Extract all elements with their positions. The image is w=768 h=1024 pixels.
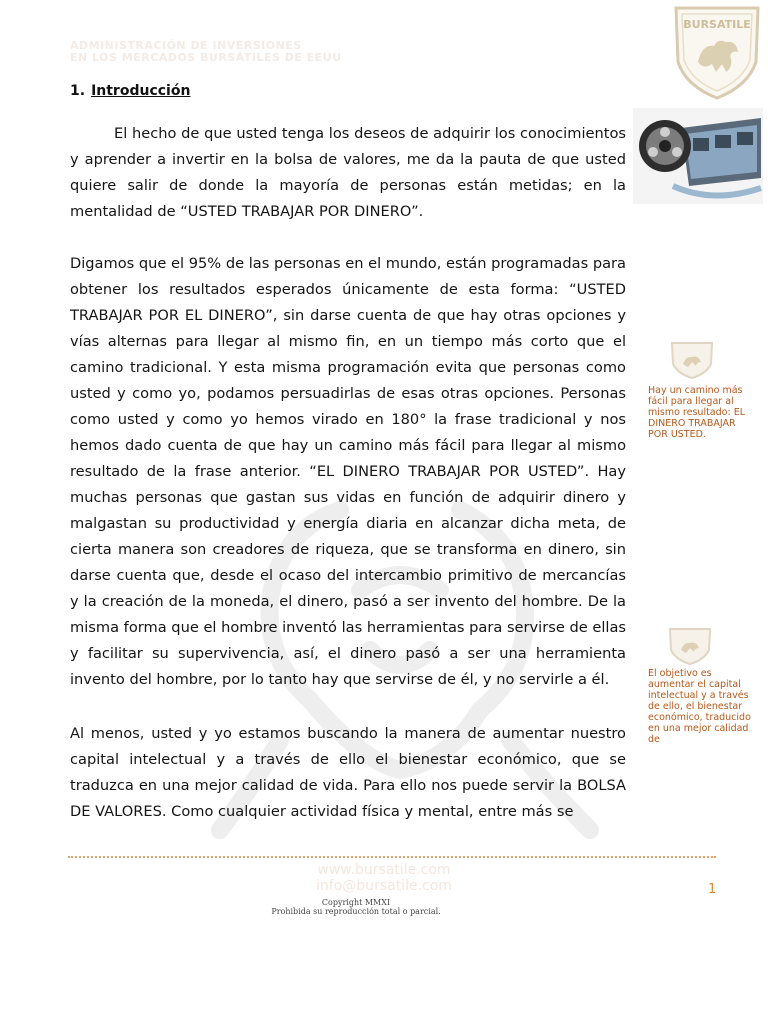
section-heading [70, 83, 190, 99]
film-reel-image [633, 108, 763, 204]
page-number: 1 [708, 882, 717, 897]
section-number: 1. [70, 83, 86, 99]
copyright-line-1: Copyright MMXI [321, 898, 391, 907]
footer-email-link[interactable]: info@bursatile.com [316, 878, 452, 894]
logo-text: BURSATILE [683, 18, 751, 31]
paragraph-3: Al menos, usted y yo estamos buscando la manera de aumentar nuestro capital intelectual y a través de ello el bienestar económico, que se traduzca en una mejor calidad de vida. Para ello nos puede servir la BOLSA DE VALORES. Como cualquier actividad física y mental, entre más se [70, 724, 626, 820]
header-line-1: ADMINISTRACIÓN DE INVERSIONES [70, 39, 302, 52]
bursatile-logo [668, 2, 766, 102]
section-title: Introducción [91, 83, 191, 99]
paragraph-2: Digamos que el 95% de las personas en el mundo, están programadas para obtener los resultados esperados únicamente de esta forma: “USTED TRABAJAR POR EL DINERO”, sin darse cuenta de que hay otras opciones y vías alternas para llegar al mismo fin, en un tiempo más corto que el camino tradicional. Y esta misma programación evita que personas como usted y como yo, podamos persuadirlas de esas otras opciones. Personas como usted y como yo hemos virado en 180° la frase tradicional y nos hemos dado cuenta de que hay un camino más fácil para llegar al mismo resultado de la frase anterior. “EL DINERO TRABAJAR POR USTED”. Hay muchas personas que gastan sus vidas en función de adquirir dinero y malgastan su productividad y energía diaria en alcanzar dicha meta, de cierta manera son creadores de riqueza, que se transforma en dinero, sin darse cuenta que, desde el ocaso del intercambio primitivo de mercancías y la creación de la moneda, el dinero, pasó a ser invento del hombre. De la misma forma que el hombre inventó las herramientas para servirse de ellas y facilitar su supervivencia, así, el dinero pasó a ser una herramienta invento del hombre, por lo tanto hay que servirse de él, y no servirle a él. [70, 254, 626, 688]
side-note-logo-2 [666, 626, 714, 666]
paragraph-1: El hecho de que usted tenga los deseos de adquirir los conocimientos y aprender a invertir en la bolsa de valores, me da la pauta de que usted quiere salir de donde la mayoría de personas están metidas; en la mentalidad de “USTED TRABAJAR POR DINERO”. [70, 124, 626, 220]
footer-divider [68, 856, 716, 858]
header-line-2: EN LOS MERCADOS BURSÁTILES DE EEUU [70, 51, 342, 64]
copyright-line-2: Prohibida su reproducción total o parcial. [271, 907, 441, 916]
side-note-1: Hay un camino más fácil para llegar al mismo resultado: EL DINERO TRABAJAR POR USTED. [648, 385, 745, 440]
side-note-2: El objetivo es aumentar el capital intelectual y a través de ello, el bienestar económico, traducido en una mejor calidad de [648, 668, 751, 745]
side-note-logo-1 [668, 340, 716, 380]
running-header [70, 40, 342, 64]
footer-website-link[interactable]: www.bursatile.com [317, 862, 451, 878]
